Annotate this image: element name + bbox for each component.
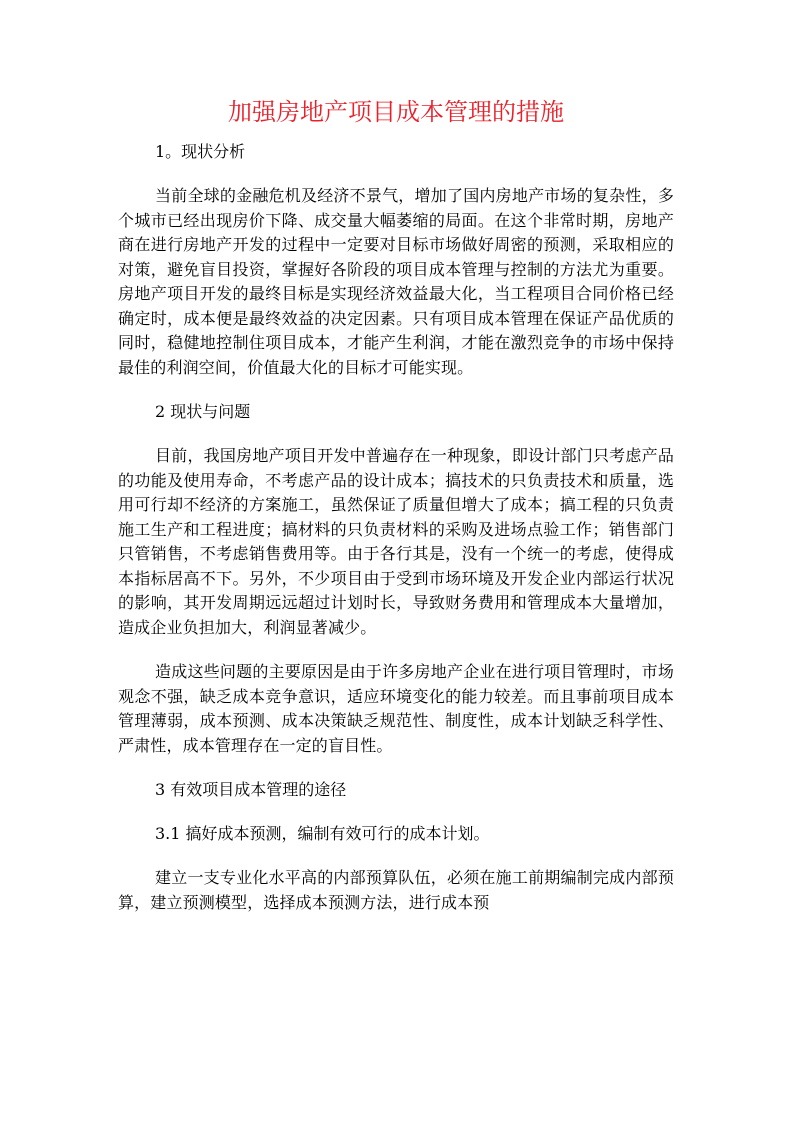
document-title: 加强房地产项目成本管理的措施 [228,98,564,126]
section-heading-status-and-problems: 2 现状与问题 [155,402,251,421]
subsection-heading-cost-forecast: 3.1 搞好成本预测，编制有效可行的成本计划。 [155,824,490,843]
document-page [118,90,674,915]
paragraph-cost-forecast: 建立一支专业化水平高的内部预算队伍，必须在施工前期编制完成内部预算，建立预测模型，选择成本预测方法，进行成本预 [118,868,674,912]
paragraph-status-problems: 目前，我国房地产项目开发中普遍存在一种现象，即设计部门只考虑产品的功能及使用寿命，不考虑产品的设计成本；搞技术的只负责技术和质量，选用可行却不经济的方案施工，虽然保证了质量但增大了成本；搞工程的只负责施工生产和工程进度；搞材料的只负责材料的采购及进场点验工作；销售部门只管销售，不考虑销售费用等。由于各行其是，没有一个统一的考虑，使得成本指标居高不下。另外，不少项目由于受到市场环境及开发企业内部运行状况的影响，其开发周期远远超过计划时长，导致财务费用和管理成本大量增加，造成企业负担加大，利润显著减少。 [118,446,674,637]
paragraph-current-analysis: 当前全球的金融危机及经济不景气，增加了国内房地产市场的复杂性，多个城市已经出现房价下降、成交量大幅萎缩的局面。在这个非常时期，房地产商在进行房地产开发的过程中一定要对目标市场做好周密的预测，采取相应的对策，避免盲目投资，掌握好各阶段的项目成本管理与控制的方法尤为重要。房地产项目开发的最终目标是实现经济效益最大化，当工程项目合同价格已经确定时，成本便是最终效益的决定因素。只有项目成本管理在保证产品优质的同时，稳健地控制住项目成本，才能产生利润，才能在激烈竞争的市场中保持最佳的利润空间，价值最大化的目标才可能实现。 [118,186,674,377]
section-heading-current-analysis: 1。现状分析 [155,142,246,161]
section-heading-effective-cost-management: 3 有效项目成本管理的途径 [155,780,347,799]
paragraph-problem-causes: 造成这些问题的主要原因是由于许多房地产企业在进行项目管理时，市场观念不强，缺乏成本竞争意识，适应环境变化的能力较差。而且事前项目成本管理薄弱，成本预测、成本决策缺乏规范性、制度性，成本计划缺乏科学性、严肃性，成本管理存在一定的盲目性。 [118,662,674,755]
